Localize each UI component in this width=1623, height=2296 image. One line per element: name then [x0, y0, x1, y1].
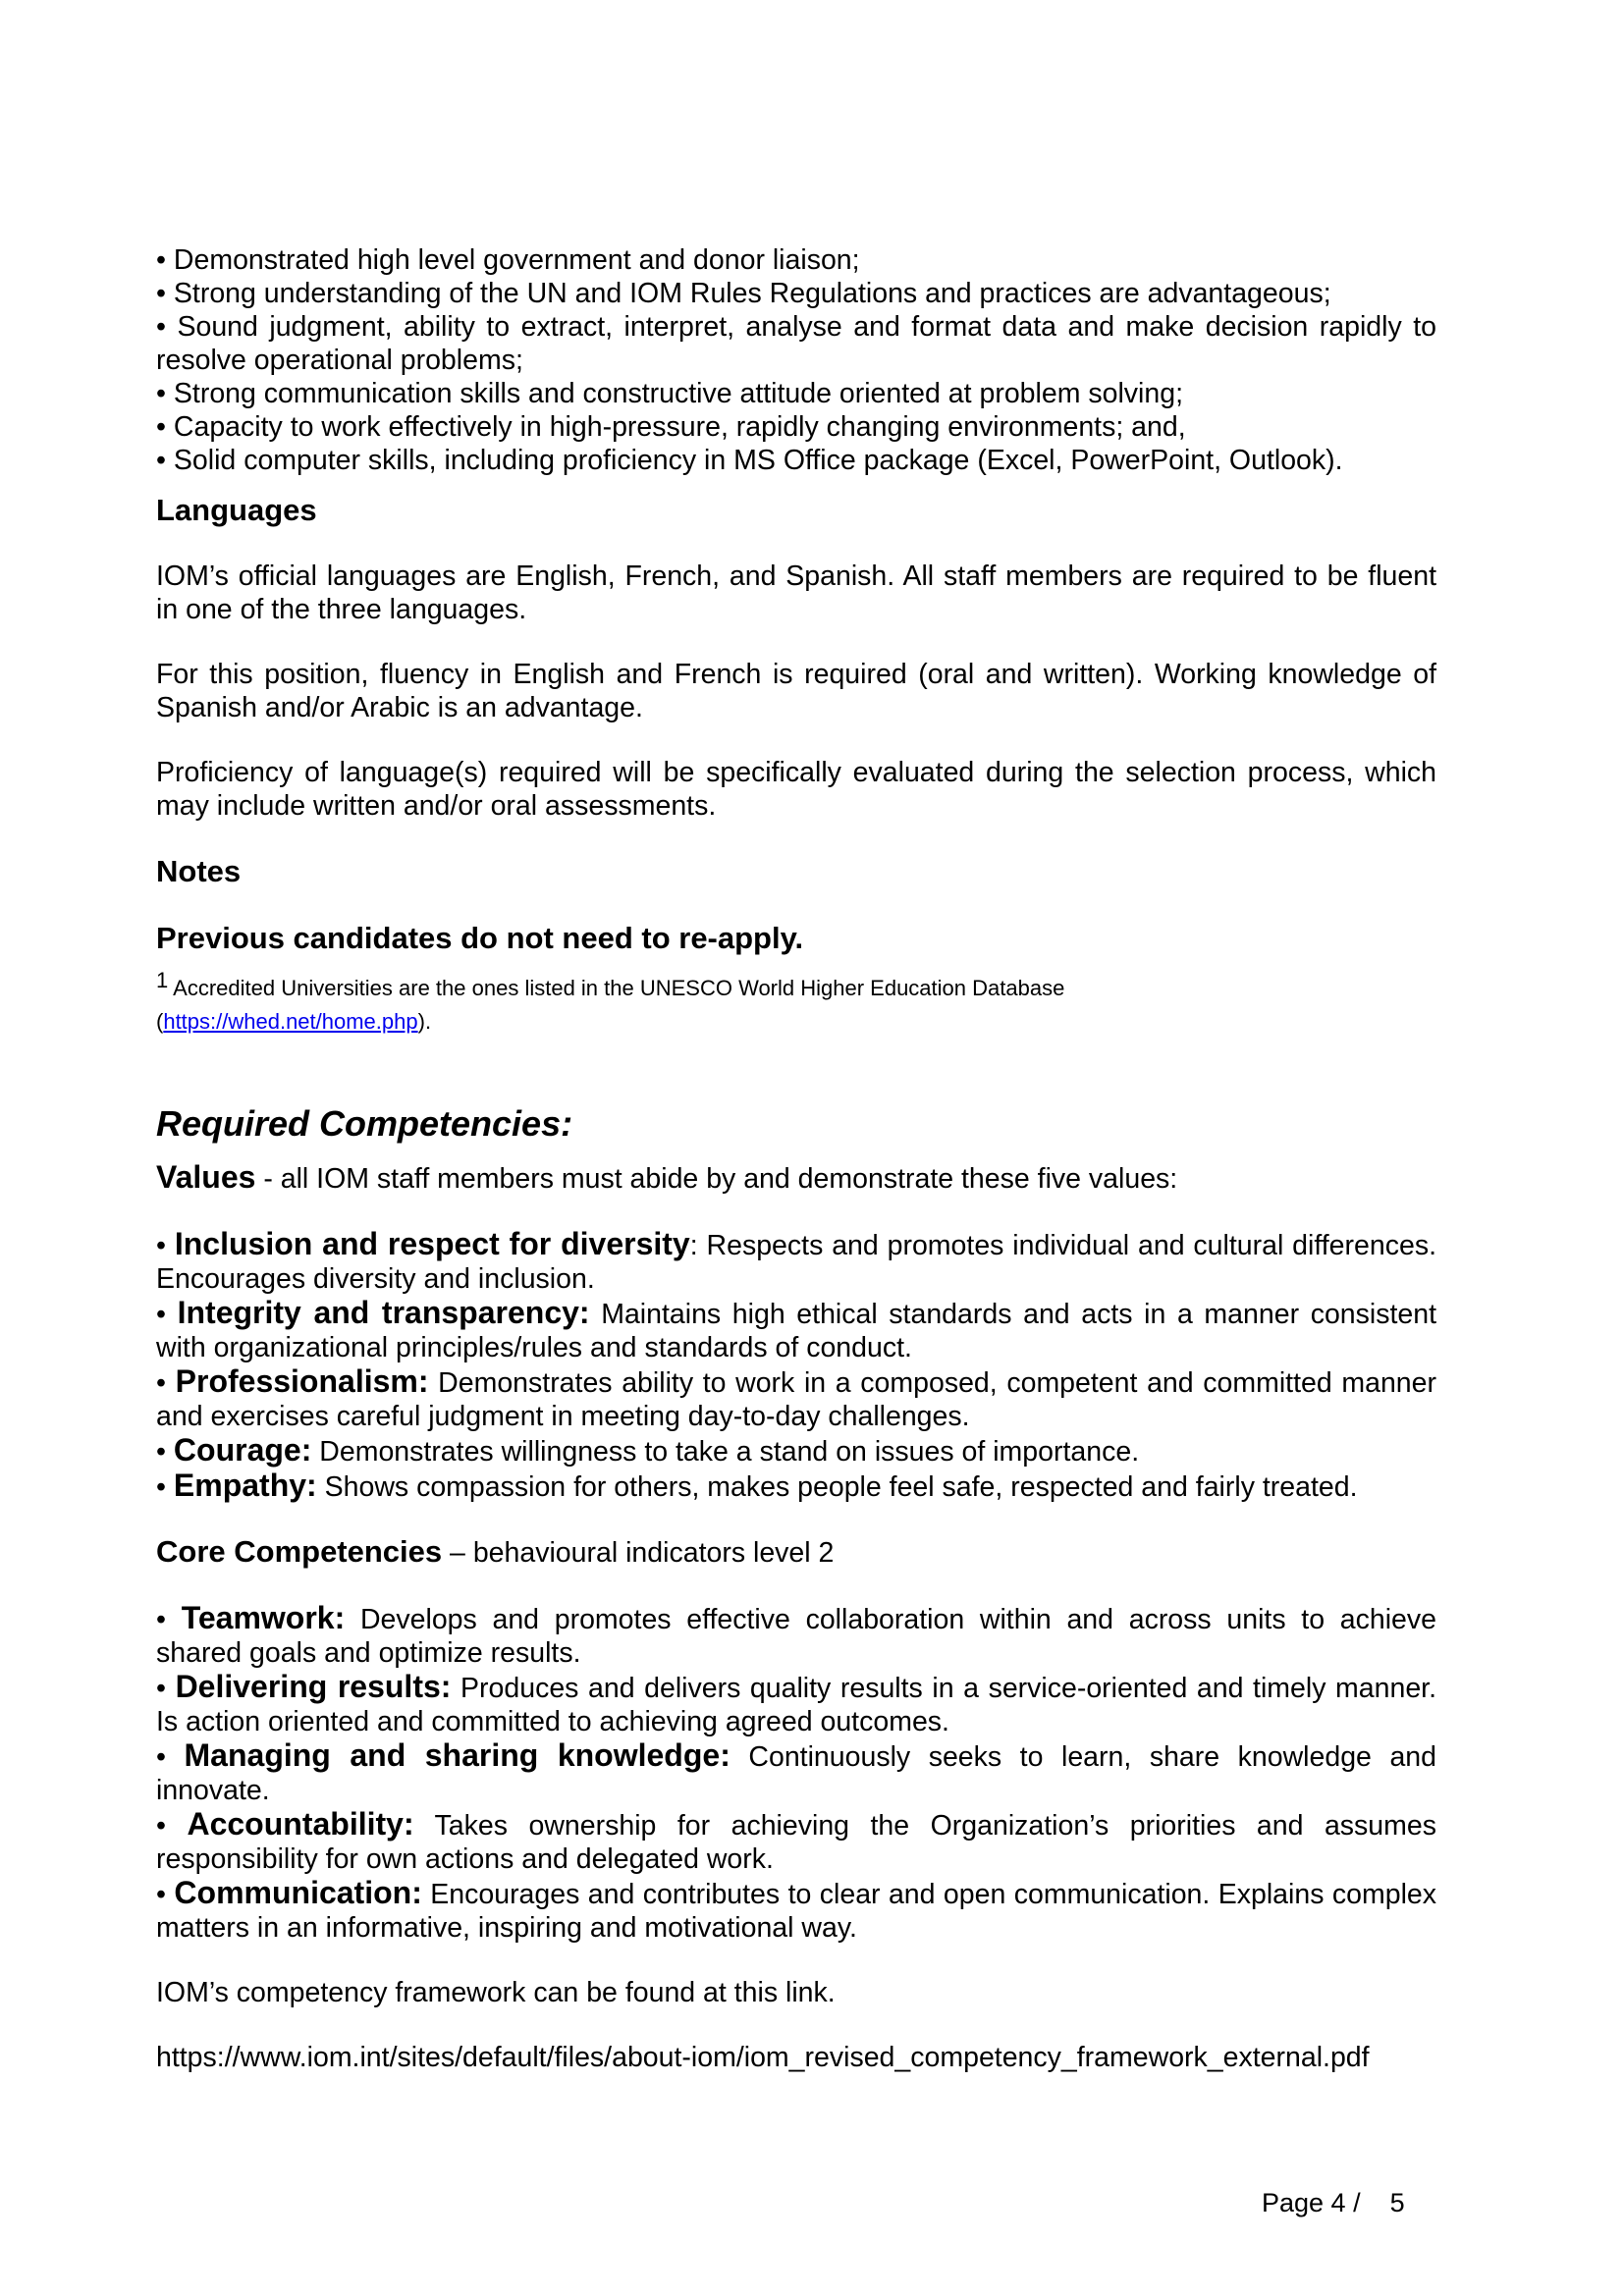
skills-item: • Capacity to work effectively in high-pressure, rapidly changing environments; and,	[156, 411, 1186, 443]
value-item: • Inclusion and respect for diversity: Respects and promotes individual and cultural differences. Encourages diversity and inclusion.	[156, 1226, 1436, 1295]
values-intro-line	[156, 1160, 1436, 1196]
skills-item: • Sound judgment, ability to extract, interpret, analyse and format data and make decision rapidly to resolve operational problems;	[156, 311, 1436, 376]
core-term: Teamwork:	[181, 1600, 346, 1635]
value-item: • Courage: Demonstrates willingness to take a stand on issues of importance.	[156, 1432, 1140, 1468]
core-term: Communication:	[174, 1875, 422, 1910]
skills-item: • Strong understanding of the UN and IOM Rules Regulations and practices are advantageous;	[156, 278, 1331, 309]
value-term: Empathy:	[173, 1468, 317, 1503]
skills-item: • Solid computer skills, including proficiency in MS Office package (Excel, PowerPoint, Outlook).	[156, 445, 1343, 476]
core-title: Core Competencies	[156, 1534, 443, 1569]
core-item: • Teamwork: Develops and promotes effective collaboration within and across units to achieve shared goals and optimize results.	[156, 1600, 1436, 1669]
core-item: • Delivering results: Produces and delivers quality results in a service-oriented and timely manner. Is action oriented and committed to achieving agreed outcomes.	[156, 1669, 1437, 1737]
page-number: Page 4 / 5	[1262, 2188, 1405, 2217]
value-item: • Empathy: Shows compassion for others, makes people feel safe, respected and fairly treated.	[156, 1468, 1358, 1503]
notes-heading: Notes	[156, 854, 242, 888]
footnote-close: ).	[417, 1009, 432, 1034]
value-term: Courage:	[173, 1432, 312, 1468]
footnote-marker: 1	[156, 968, 169, 992]
value-desc: Maintains high ethical standards and acts in a manner consistent with organizational principles/rules and standards of conduct.	[156, 1299, 1437, 1363]
values-list	[156, 1227, 1436, 1504]
skills-list	[156, 243, 1436, 477]
core-desc: Encourages and contributes to clear and open communication. Explains complex matters in an informative, inspiring and motivational way.	[156, 1879, 1437, 1944]
languages-heading: Languages	[156, 493, 317, 527]
value-item: • Integrity and transparency: Maintains high ethical standards and acts in a manner consistent with organizational principles/rules and standards of conduct.	[156, 1295, 1437, 1363]
page-content	[156, 243, 1436, 2074]
value-sep: :	[689, 1230, 698, 1261]
core-intro-line	[156, 1535, 1436, 1570]
required-competencies-heading: Required Competencies:	[156, 1103, 573, 1144]
core-item: • Communication: Encourages and contributes to clear and open communication. Explains complex matters in an informative, inspiring and motivational way.	[156, 1875, 1437, 1944]
footnote-text: Accredited Universities are the ones listed in the UNESCO World Higher Education Database	[173, 976, 1065, 1000]
languages-paragraph: Proficiency of language(s) required will be specifically evaluated during the selection process, which may include written and/or oral assessments.	[156, 757, 1436, 822]
footnote	[156, 968, 1436, 1039]
core-term: Managing and sharing knowledge:	[184, 1737, 730, 1773]
value-term: Integrity and transparency:	[177, 1295, 590, 1330]
notes-emphasis: Previous candidates do not need to re-apply.	[156, 921, 804, 955]
core-desc: Takes ownership for achieving the Organization’s priorities and assumes responsibility for own actions and delegated work.	[156, 1810, 1436, 1875]
core-desc: Produces and delivers quality results in a service-oriented and timely manner. Is action oriented and committed to achieving agreed outcomes.	[156, 1673, 1437, 1737]
core-intro: – behavioural indicators level 2	[442, 1537, 835, 1569]
core-list	[156, 1601, 1436, 1945]
values-intro: - all IOM staff members must abide by and demonstrate these five values:	[255, 1163, 1178, 1195]
core-term: Accountability:	[187, 1806, 414, 1842]
core-desc: Continuously seeks to learn, share knowledge and innovate.	[156, 1741, 1436, 1806]
value-term: Inclusion and respect for diversity	[174, 1226, 690, 1261]
skills-item: • Demonstrated high level government and donor liaison;	[156, 244, 860, 276]
languages-paragraph: For this position, fluency in English and French is required (oral and written). Working knowledge of Spanish and/or Arabic is an advantage.	[156, 659, 1436, 723]
core-item: • Managing and sharing knowledge: Continuously seeks to learn, share knowledge and innovate.	[156, 1737, 1436, 1806]
core-term: Delivering results:	[175, 1669, 452, 1704]
core-item: • Accountability: Takes ownership for achieving the Organization’s priorities and assumes responsibility for own actions and delegated work.	[156, 1806, 1436, 1875]
framework-text: IOM’s competency framework can be found at this link.	[156, 1977, 836, 2008]
value-desc: Respects and promotes individual and cultural differences. Encourages diversity and inclusion.	[156, 1230, 1436, 1295]
framework-url[interactable]: https://www.iom.int/sites/default/files/about-iom/iom_revised_competency_framework_external.pdf	[156, 2042, 1370, 2073]
value-desc: Shows compassion for others, makes people feel safe, respected and fairly treated.	[316, 1471, 1358, 1503]
skills-item: • Strong communication skills and constructive attitude oriented at problem solving;	[156, 378, 1183, 409]
core-desc: Develops and promotes effective collaboration within and across units to achieve shared goals and optimize results.	[156, 1604, 1436, 1669]
value-desc: Demonstrates ability to work in a composed, competent and committed manner and exercises careful judgment in meeting day-to-day challenges.	[156, 1367, 1436, 1432]
languages-paragraph: IOM’s official languages are English, French, and Spanish. All staff members are required to be fluent in one of the three languages.	[156, 561, 1436, 625]
value-desc: Demonstrates willingness to take a stand on issues of importance.	[311, 1436, 1140, 1468]
whed-link[interactable]: https://whed.net/home.php	[163, 1009, 418, 1034]
value-term: Professionalism:	[175, 1363, 429, 1399]
values-title: Values	[156, 1159, 256, 1195]
footnote-open-paren: (	[156, 1009, 164, 1034]
value-item: • Professionalism: Demonstrates ability to work in a composed, competent and committed manner and exercises careful judgment in meeting day-to-day challenges.	[156, 1363, 1436, 1432]
